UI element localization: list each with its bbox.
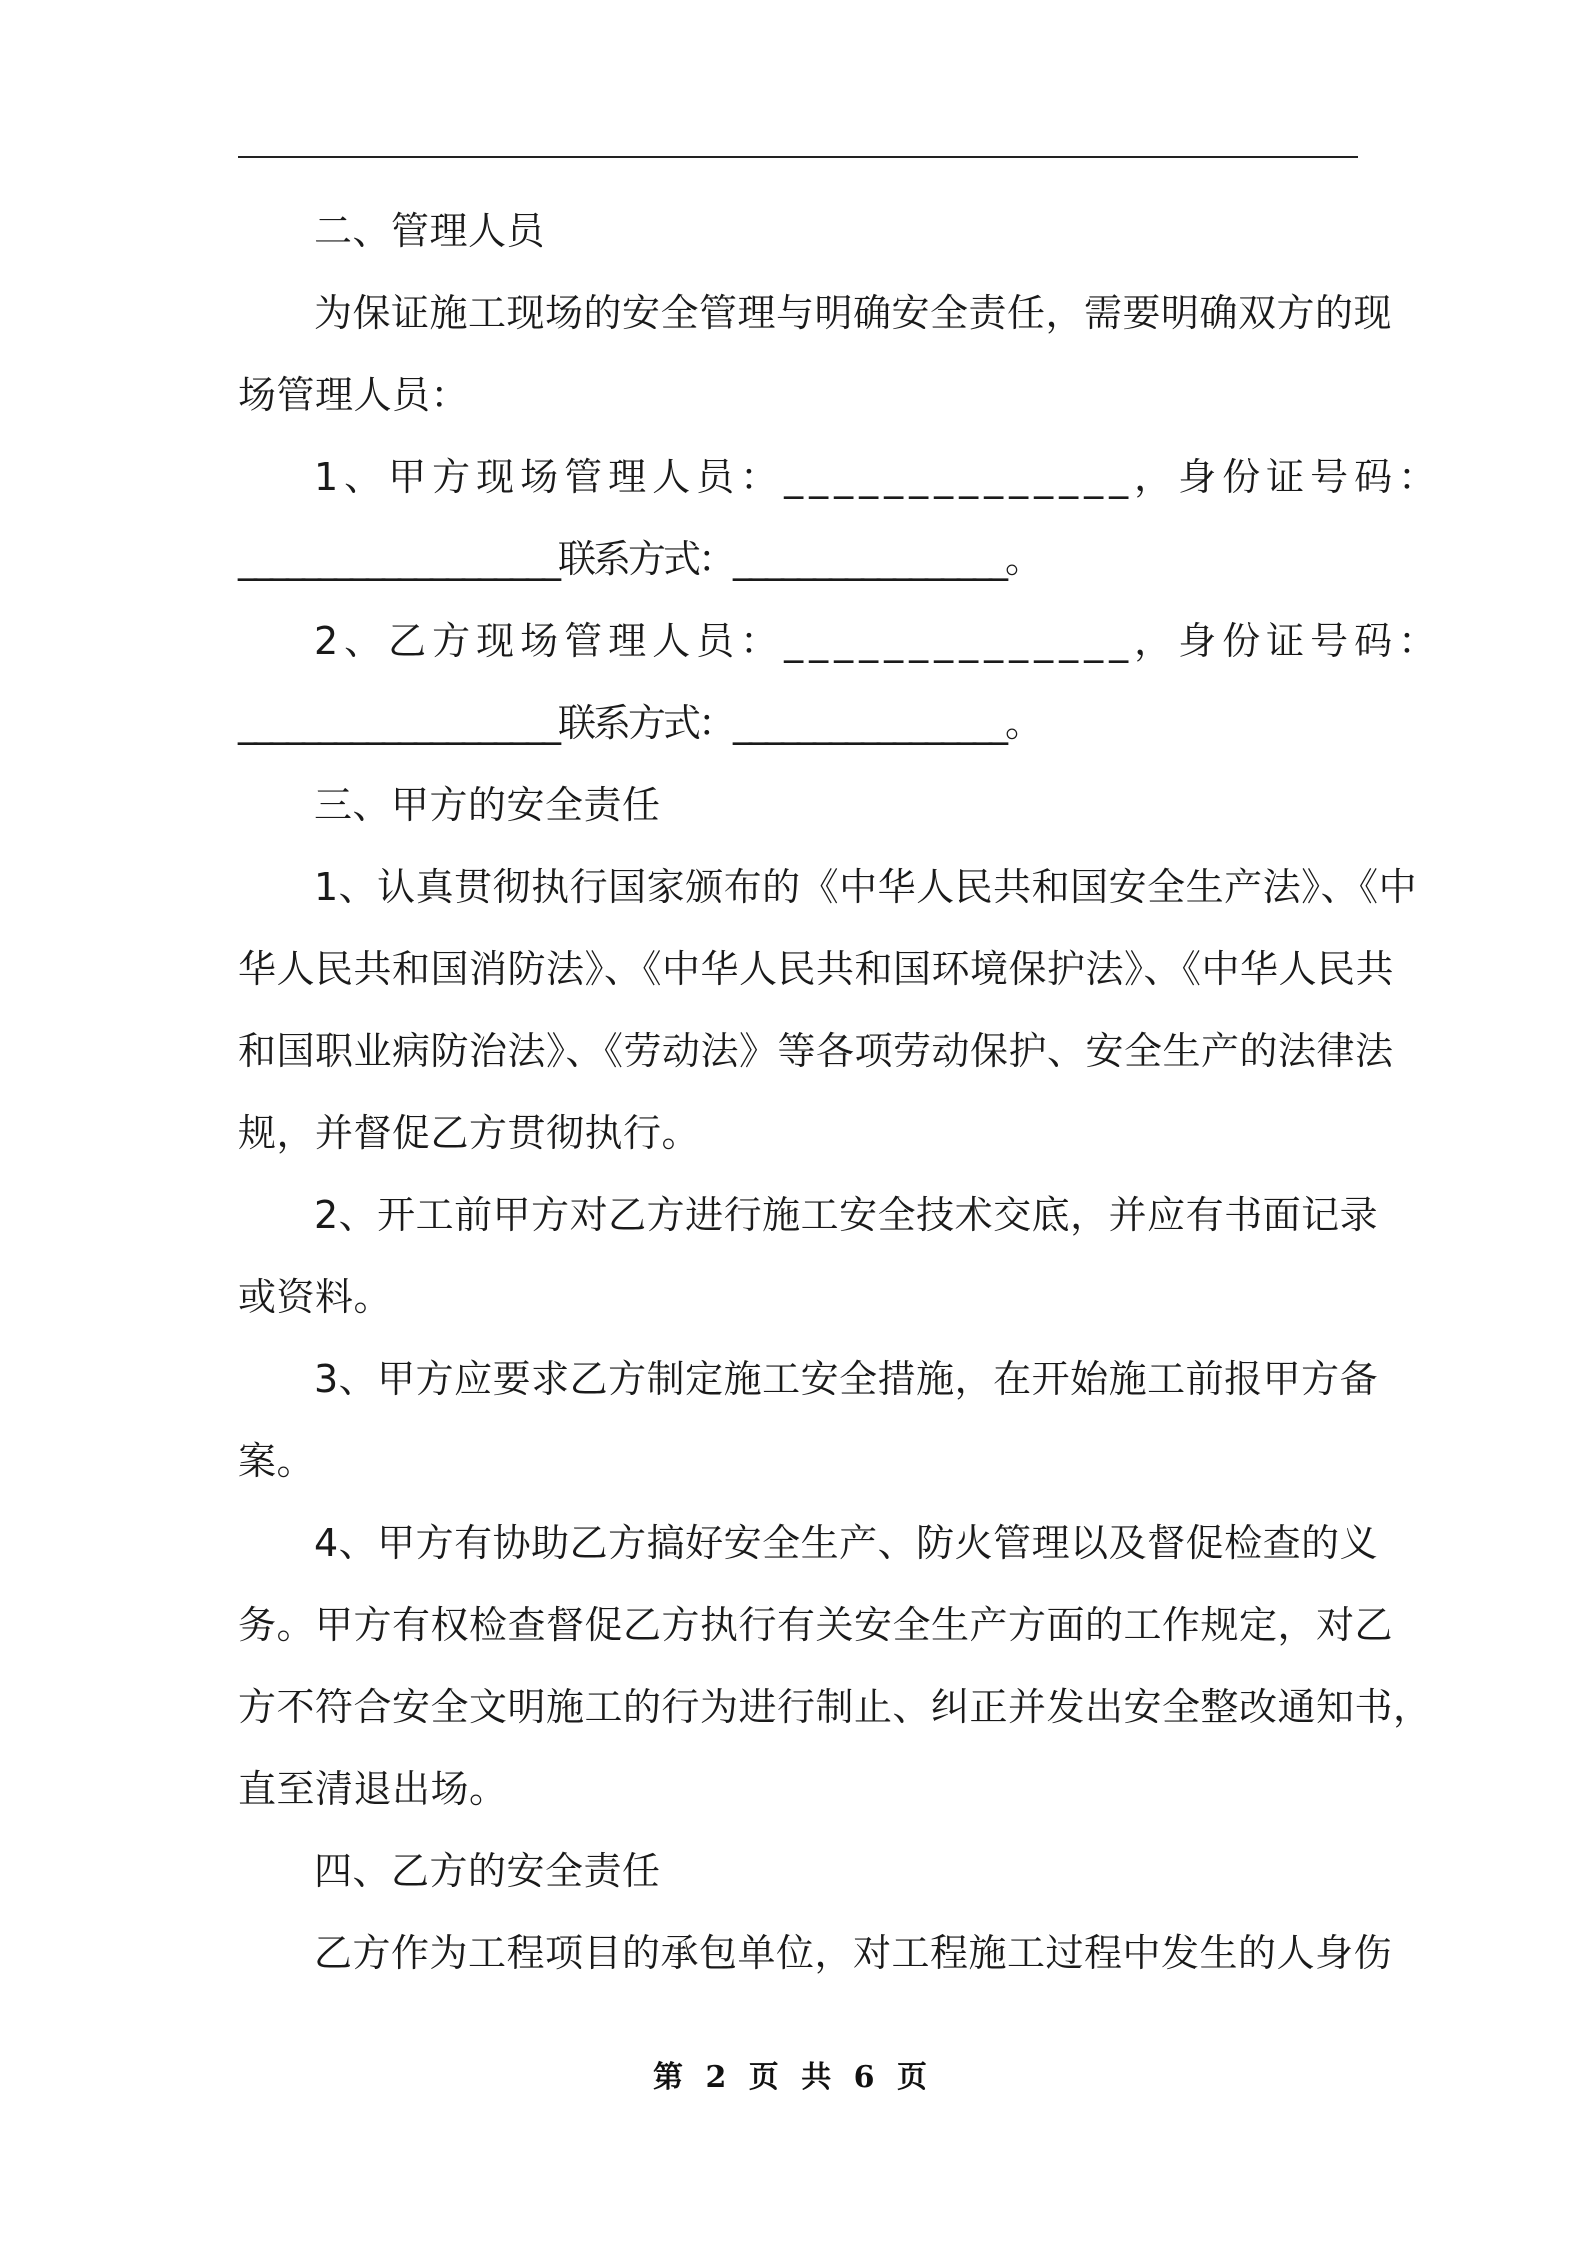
party-a-contact-line: ____________________联系方式：_________________。	[238, 537, 1041, 581]
paragraph-line: 和国职业病防治法》、《劳动法》等各项劳动保护、安全生产的法律法	[238, 1029, 1394, 1073]
party-b-manager-line: 2、乙方现场管理人员：______________，身份证号码：	[314, 619, 1443, 663]
header-rule	[238, 156, 1358, 158]
paragraph-line: 4、甲方有协助乙方搞好安全生产、防火管理以及督促检查的义	[314, 1521, 1379, 1565]
paragraph-line: 案。	[238, 1439, 316, 1483]
paragraph-line: 或资料。	[238, 1275, 393, 1319]
paragraph-line: 直至清退出场。	[238, 1767, 508, 1811]
paragraph-line: 务。甲方有权检查督促乙方执行有关安全生产方面的工作规定，对乙	[238, 1603, 1394, 1647]
section-heading-party-b: 四、乙方的安全责任	[314, 1849, 661, 1893]
paragraph-line: 规，并督促乙方贯彻执行。	[238, 1111, 701, 1155]
paragraph-line: 1、认真贯彻执行国家颁布的《中华人民共和国安全生产法》、《中	[314, 865, 1418, 909]
paragraph-line: 场管理人员：	[238, 373, 470, 417]
paragraph-line: 方不符合安全文明施工的行为进行制止、纠正并发出安全整改通知书，	[238, 1685, 1432, 1729]
party-a-manager-line: 1、甲方现场管理人员：______________，身份证号码：	[314, 455, 1443, 499]
paragraph-line: 乙方作为工程项目的承包单位，对工程施工过程中发生的人身伤	[314, 1931, 1393, 1975]
page-number-footer: 第 2 页 共 6 页	[653, 2060, 933, 2095]
party-b-contact-line: ____________________联系方式：_________________。	[238, 701, 1041, 745]
document-body	[238, 190, 1443, 1994]
paragraph-line: 3、甲方应要求乙方制定施工安全措施，在开始施工前报甲方备	[314, 1357, 1379, 1401]
section-heading-management: 二、管理人员	[314, 209, 546, 253]
paragraph-line: 华人民共和国消防法》、《中华人民共和国环境保护法》、《中华人民共	[238, 947, 1395, 991]
paragraph-line: 2、开工前甲方对乙方进行施工安全技术交底，并应有书面记录	[314, 1193, 1379, 1237]
paragraph-line: 为保证施工现场的安全管理与明确安全责任，需要明确双方的现	[314, 291, 1393, 335]
section-heading-party-a: 三、甲方的安全责任	[314, 783, 661, 827]
